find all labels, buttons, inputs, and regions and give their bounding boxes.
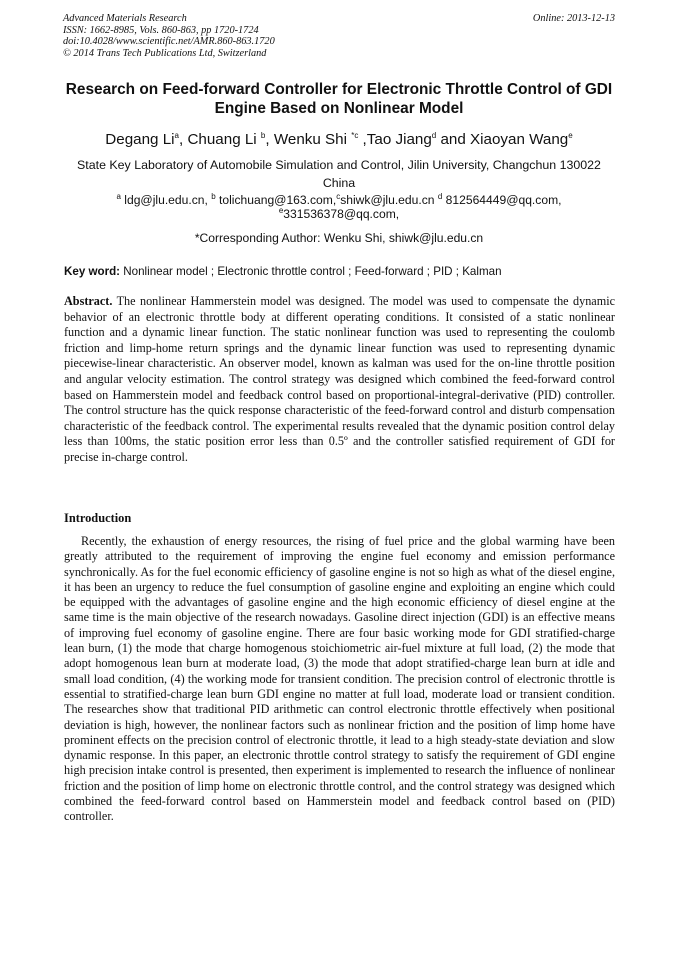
- author-name: Wenku Shi: [273, 131, 352, 148]
- copyright-line: © 2014 Trans Tech Publications Ltd, Switzerland: [63, 47, 267, 59]
- email-address: 812564449@qq.com,: [442, 193, 562, 207]
- email-sup: b: [211, 191, 216, 201]
- journal-name: Advanced Materials Research: [63, 13, 187, 24]
- affiliation: State Key Laboratory of Automobile Simulation and Control, Jilin University, Changchun 130022 China: [77, 158, 601, 190]
- author-sup: *c: [351, 130, 359, 140]
- author-sep: ,: [178, 131, 188, 148]
- email-address: shiwk@jlu.edu.cn: [340, 193, 438, 207]
- email-sup: e: [278, 205, 284, 215]
- email-sup: a: [116, 191, 121, 201]
- author-name: Tao Jiang: [366, 131, 432, 148]
- abstract-label: Abstract.: [64, 294, 113, 308]
- keywords: [64, 265, 615, 279]
- author-sup: a: [174, 130, 179, 140]
- abstract-text: The nonlinear Hammerstein model was designed. The model was used to compensate the dynamic behavior of an electronic throttle body at different operating conditions. It consisted of a static nonlinear function and a dynamic linear function. The static nonlinear function was used to representing the coulomb friction and limp-home return springs and the dynamic linear function was used to representing dynamic piecewise-linear characteristic. An observer model, known as kalman was used for the on-line throttle position and angular velocity estimation. The control strategy was designed which combined the feed-forward control based on Hammerstein model and feedback control based on proportional-integral-derivative (PID) controller. The control structure has the quick response characteristic of the feed-forward control and disturb compensation characteristic of the feedback control. The experimental results revealed that the dynamic position control delay less than 100ms, the static position error less than 0.5º and the controller satisfied requirement of GDI for precise in-charge control.: [64, 294, 615, 464]
- online-date: Online: 2013-12-13: [532, 13, 615, 24]
- author-sep: ,: [358, 131, 367, 148]
- issn-line: ISSN: 1662-8985, Vols. 860-863, pp 1720-1724: [63, 24, 259, 36]
- author-name: Chuang Li: [187, 131, 261, 148]
- author-sep: ,: [265, 131, 274, 148]
- introduction-paragraph: Recently, the exhaustion of energy resources, the rising of fuel price and the global warming have been greatly attributed to the requirement of improving the engine fuel economy and emission performance synchronically. As for the fuel economic efficiency of gasoline engine is not so high as what of the diesel engine, it has been an urgency to reduce the fuel consumption of gasoline engine and exploiting an engine which could be equipped with the advantages of gasoline engine and the high economic efficiency of diesel engine at the same time is the main objective of the research nowadays. Gasoline direct injection (GDI) is an effective means of improving fuel economy of gasoline engine. There are four basic working mode for GDI stratified-charge lean burn, (1) the mode that charge homogenous stoichiometric air-fuel mixture at full load, (2) the mode that adopt homogenous lean burn at moderate load, (3) the mode that adopt stratified-charge lean burn at idle and small load condition, (4) the working mode for transient condition. The precision control of electronic throttle is essential to stratified-charge lean burn GDI engine no matter at full load, moderate load or transient condition. The researches show that traditional PID arithmetic can control electronic throttle effectively when positional deviation is high, however, the nonlinear factors such as nonlinear friction and the position of limp home have prominent effects on the precision control of electronic throttle, it lead to a high steady-state deviation and slow dynamic response. In this paper, an electronic throttle control strategy to satisfy the requirement of GDI engine high precision intake control is presented, then experiment is implemented to research the influence of nonlinear friction and the position of limp home on electronic throttle control, and the control strategy was designed which combined the feed-forward control based on Hammerstein model and feedback control based on (PID) controller.: [64, 534, 615, 824]
- paper-title: Research on Feed-forward Controller for Electronic Throttle Control of GDI Engine Based on Nonlinear Model: [65, 81, 613, 117]
- email-address: 331536378@qq.com,: [283, 207, 400, 221]
- author-sup: d: [431, 130, 437, 140]
- email-list: [64, 193, 614, 221]
- author-sup: b: [260, 130, 266, 140]
- author-sep: and: [436, 131, 471, 148]
- author-list: [40, 131, 638, 149]
- author-name: Xiaoyan Wang: [470, 131, 569, 148]
- author-sup: e: [568, 130, 573, 140]
- doi-line: doi:10.4028/www.scientific.net/AMR.860-863.1720: [63, 36, 275, 48]
- section-heading-introduction: Introduction: [64, 511, 132, 525]
- journal-header: [63, 13, 275, 59]
- keywords-text: Nonlinear model ; Electronic throttle control ; Feed-forward ; PID ; Kalman: [120, 265, 502, 278]
- corresponding-author: *Corresponding Author: Wenku Shi, shiwk@jlu.edu.cn: [194, 231, 484, 245]
- abstract: [64, 294, 615, 466]
- email-address: tolichuang@163.com,: [215, 193, 337, 207]
- email-sup: c: [336, 191, 341, 201]
- keywords-label: Key word:: [64, 265, 121, 278]
- email-address: ldg@jlu.edu.cn,: [120, 193, 212, 207]
- email-sup: d: [437, 191, 443, 201]
- author-name: Degang Li: [105, 131, 175, 148]
